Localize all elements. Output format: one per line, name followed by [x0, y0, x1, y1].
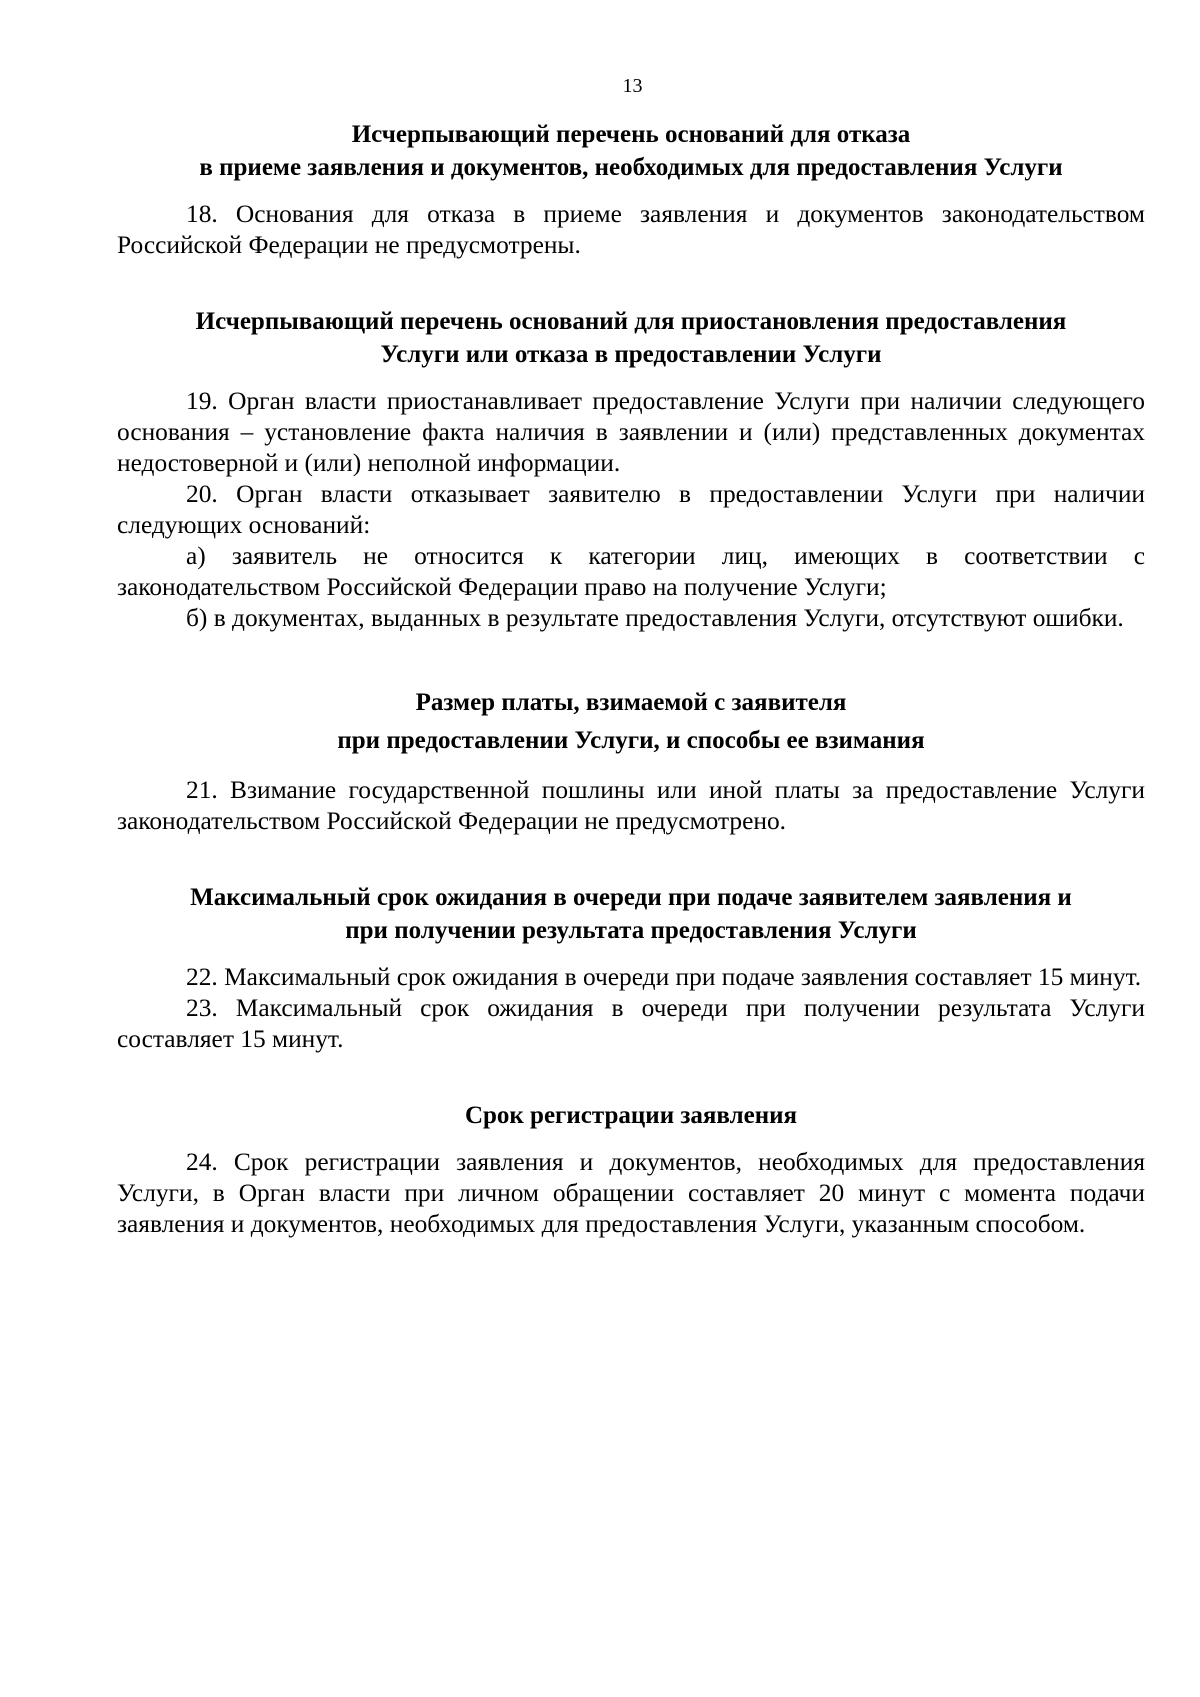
paragraph-20a: а) заявитель не относится к категории лиц, имеющих в соответствии с законодательством Российской Федерации право на получение Услуги; — [117, 542, 1145, 601]
paragraph-20: 20. Орган власти отказывает заявителю в предоставлении Услуги при наличии следующих оснований: — [117, 480, 1145, 539]
section-suspension-refusal — [117, 305, 1145, 634]
section-refusal-acceptance — [117, 118, 1145, 261]
page-number: 13 — [622, 75, 643, 97]
heading-line: в приеме заявления и документов, необходимых для предоставления Услуги — [199, 154, 1063, 181]
paragraph-23: 23. Максимальный срок ожидания в очереди при получении результата Услуги составляет 15 минут. — [117, 994, 1145, 1053]
heading-line: Максимальный срок ожидания в очереди при подаче заявителем заявления и — [190, 884, 1072, 911]
heading-line: при предоставлении Услуги, и способы ее взимания — [337, 727, 925, 754]
section-fee — [117, 684, 1145, 837]
heading-line: Исчерпывающий перечень оснований для отказа — [351, 121, 911, 148]
paragraph-18: 18. Основания для отказа в приеме заявления и документов законодательством Российской Федерации не предусмотрены. — [117, 200, 1145, 259]
section-heading — [117, 881, 1145, 947]
heading-line: Исчерпывающий перечень оснований для приостановления предоставления — [195, 308, 1067, 335]
heading-line: Услуги или отказа в предоставлении Услуги — [380, 341, 882, 368]
section-heading — [117, 305, 1145, 371]
document-body — [117, 118, 1145, 1240]
heading-line: Размер платы, взимаемой с заявителя — [415, 689, 847, 716]
paragraph-21: 21. Взимание государственной пошлины или иной платы за предоставление Услуги законодательством Российской Федерации не предусмотрено. — [117, 776, 1145, 835]
paragraph-20b: б) в документах, выданных в результате предоставления Услуги, отсутствуют ошибки. — [186, 604, 1124, 632]
section-heading — [117, 118, 1145, 184]
section-heading — [117, 684, 1145, 760]
paragraph-22: 22. Максимальный срок ожидания в очереди при подаче заявления составляет 15 минут. — [186, 963, 1142, 991]
paragraph-19: 19. Орган власти приостанавливает предоставление Услуги при наличии следующего основания – установление факта наличия в заявлении и (или) представленных документах недостоверной и (или) неполной информации. — [117, 387, 1145, 477]
section-waiting-time — [117, 881, 1145, 1055]
heading-line: при получении результата предоставления Услуги — [345, 917, 917, 944]
section-heading — [117, 1099, 1145, 1132]
paragraph-24: 24. Срок регистрации заявления и документов, необходимых для предоставления Услуги, в Орган власти при личном обращении составляет 20 минут с момента подачи заявления и документов, необходимых для предоставления Услуги, указанным способом. — [117, 1148, 1145, 1238]
heading-line: Срок регистрации заявления — [464, 1102, 798, 1129]
section-registration-time — [117, 1099, 1145, 1240]
